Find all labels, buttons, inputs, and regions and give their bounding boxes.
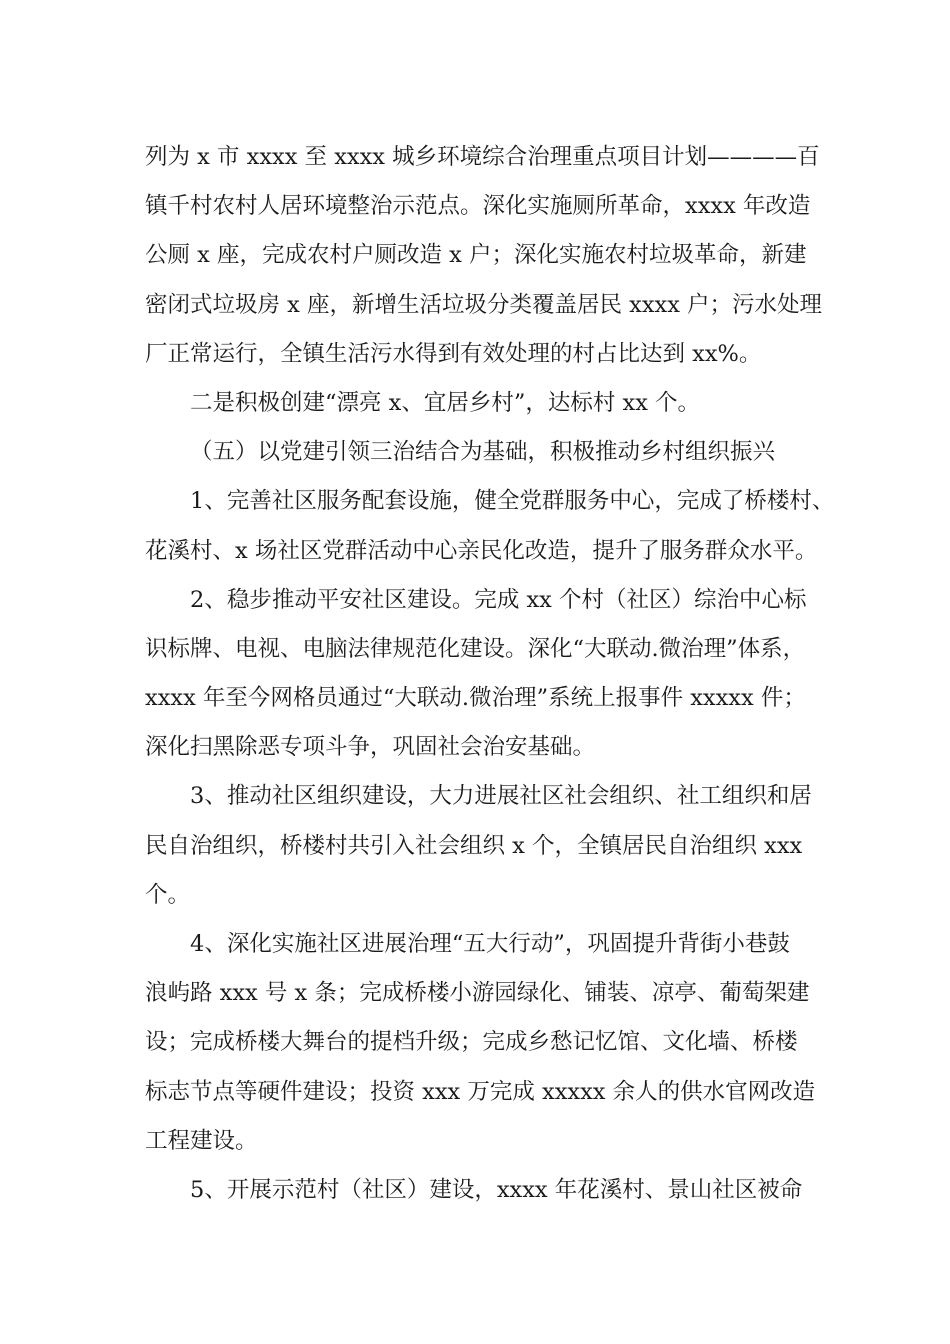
text-line: 设；完成桥楼大舞台的提档升级；完成乡愁记忆馆、文化墙、桥楼 — [145, 1029, 798, 1056]
text-line: 浪屿路 xxx 号 x 条；完成桥楼小游园绿化、铺装、凉亭、葡萄架建 — [145, 980, 810, 1007]
text-line: xxxx 年至今网格员通过“大联动.微治理”系统上报事件 xxxxx 件； — [145, 685, 806, 712]
paragraph-item-4 — [145, 920, 825, 1166]
text-line: 镇千村农村人居环境整治示范点。深化实施厕所革命，xxxx 年改造 — [145, 193, 811, 220]
text-line: 厂正常运行，全镇生活污水得到有效处理的村占比达到 xx%。 — [145, 340, 762, 367]
text-line: 1、完善社区服务配套设施，健全党群服务中心，完成了桥楼村、 — [190, 488, 835, 515]
document-body — [145, 133, 835, 1215]
paragraph-2 — [145, 379, 825, 428]
section-heading — [145, 428, 825, 477]
text-line: 3、推动社区组织建设，大力进展社区社会组织、社工组织和居 — [190, 783, 812, 810]
text-line: 二是积极创建“漂亮 x、宜居乡村”，达标村 xx 个。 — [190, 389, 701, 416]
paragraph-item-2 — [145, 576, 825, 773]
paragraph-item-3 — [145, 772, 825, 920]
text-line: 花溪村、x 场社区党群活动中心亲民化改造，提升了服务群众水平。 — [145, 537, 818, 564]
text-line: 个。 — [145, 881, 191, 908]
text-line: 识标牌、电视、电脑法律规范化建设。深化“大联动.微治理”体系， — [145, 635, 806, 662]
text-line: 标志节点等硬件建设；投资 xxx 万完成 xxxxx 余人的供水官网改造 — [145, 1078, 816, 1105]
text-line: 4、深化实施社区进展治理“五大行动”，巩固提升背街小巷鼓 — [190, 931, 790, 957]
text-line: 2、稳步推动平安社区建设。完成 xx 个村（社区）综治中心标 — [190, 586, 807, 613]
text-line: 深化扫黑除恶专项斗争，巩固社会治安基础。 — [145, 734, 596, 761]
text-line: 密闭式垃圾房 x 座，新增生活垃圾分类覆盖居民 xxxx 户；污水处理 — [145, 291, 823, 318]
text-line: 公厕 x 座，完成农村户厕改造 x 户；深化实施农村垃圾革命，新建 — [145, 242, 807, 269]
paragraph-1 — [145, 133, 825, 379]
text-line: 民自治组织，桥楼村共引入社会组织 x 个，全镇居民自治组织 xxx — [145, 832, 803, 859]
text-line: 列为 x 市 xxxx 至 xxxx 城乡环境综合治理重点项目计划————百 — [145, 144, 820, 170]
heading-line: （五）以党建引领三治结合为基础，积极推动乡村组织振兴 — [190, 439, 776, 466]
paragraph-item-1 — [145, 477, 835, 575]
text-line: 5、开展示范村（社区）建设，xxxx 年花溪村、景山社区被命 — [190, 1176, 803, 1203]
text-line: 工程建设。 — [145, 1127, 258, 1154]
paragraph-item-5 — [145, 1166, 825, 1215]
